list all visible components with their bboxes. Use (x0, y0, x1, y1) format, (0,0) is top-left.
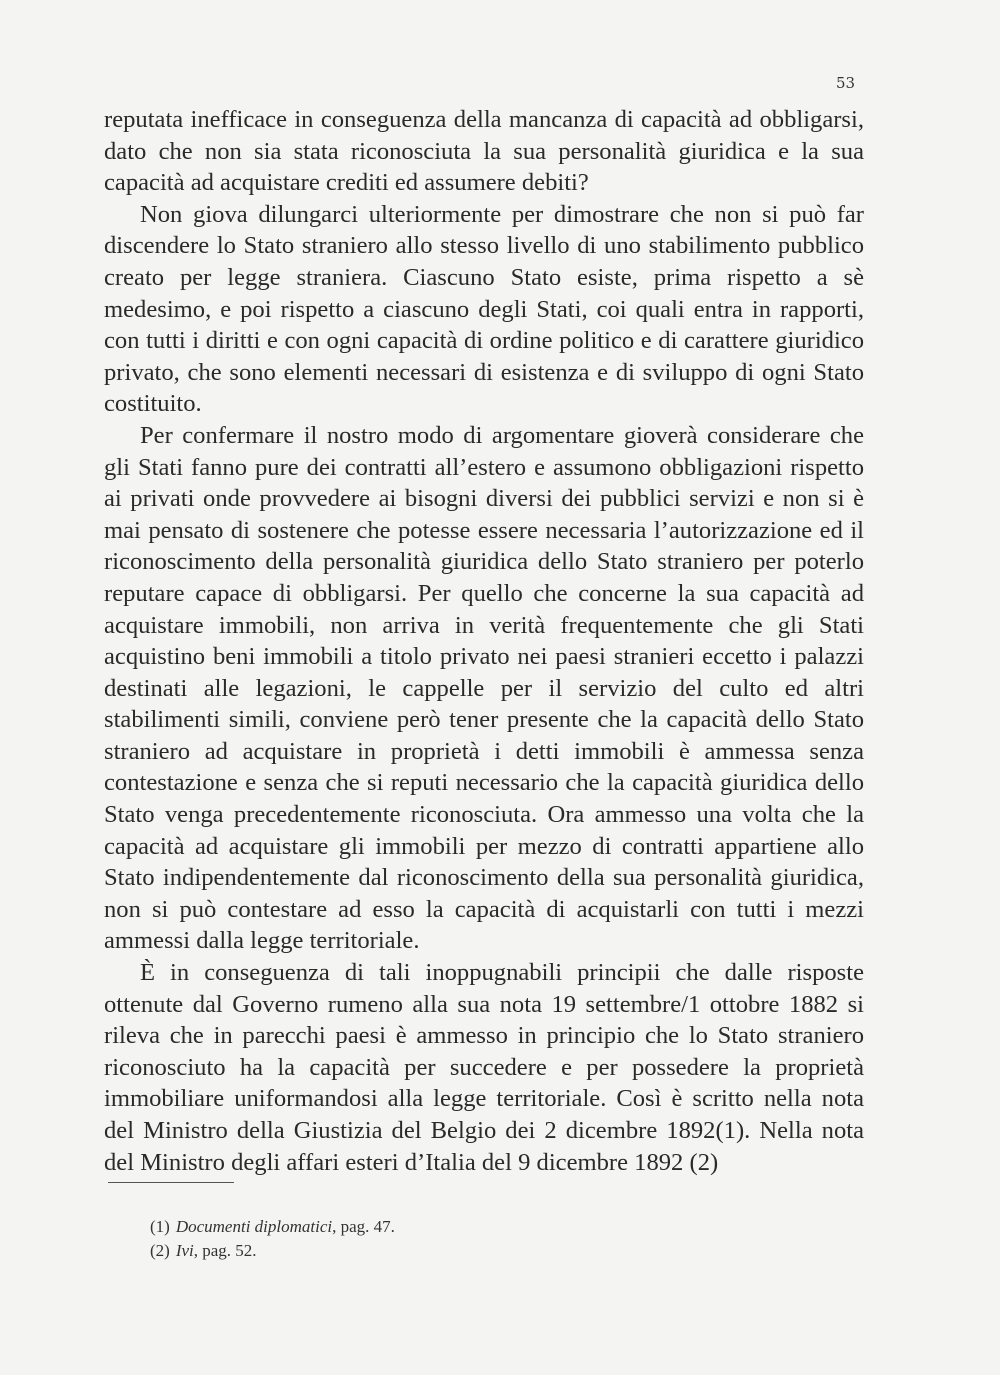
footnote-label: (1) (150, 1217, 170, 1236)
footnotes (150, 1215, 750, 1263)
page-number: 53 (836, 74, 856, 92)
footnote-title: Ivi (175, 1241, 194, 1260)
paragraph-4: È in conseguenza di tali inoppugnabili principii che dalle risposte ottenute dal Governo rumeno alla sua nota 19 settembre/1 ottobre 1882 si rileva che in parecchi paesi è ammesso in principio che lo Stato straniero riconosciuto ha la capacità per succedere e per possedere la proprietà immobiliare uniformandosi alla legge territoriale. Così è scritto nella nota del Ministro della Giustizia del Belgio dei 2 dicembre 1892(1). Nella nota del Ministro degli affari esteri d’Italia del 9 dicembre 1892 (2) (104, 959, 864, 1176)
paragraph-3: Per confermare il nostro modo di argomentare gioverà considerare che gli Stati fanno pure dei contratti all’estero e assumono obbligazioni rispetto ai privati onde provvedere ai bisogni diversi dei pubblici servizi e non si è mai pensato di sostenere che potesse essere necessaria l’autorizzazione ed il riconoscimento della personalità giuridica dello Stato straniero per poterlo reputare capace di obbligarsi. Per quello che concerne la sua capacità ad acquistare immobili, non arriva in verità frequentemente che gli Stati acquistino beni immobili a titolo privato nei paesi stranieri eccetto i palazzi destinati alle legazioni, le cappelle per il servizio del culto ed altri stabilimenti simili, conviene però tener presente che la capacità dello Stato straniero ad acquistare in proprietà i detti immobili è ammessa senza contestazione e senza che si reputi necessario che la capacità giuridica dello Stato venga precedentemente riconosciuta. Ora ammesso una volta che la capacità ad acquistare gli immobili per mezzo di contratti appartiene allo Stato indipendentemente dal riconoscimento della sua personalità giuridica, non si può contestare ad esso la capacità di acquistarli con tutti i mezzi ammessi dalla legge territoriale. (104, 421, 864, 955)
footnote-1 (150, 1215, 750, 1239)
paragraph-2: Non giova dilungarci ulteriormente per dimostrare che non si può far discendere lo Stato straniero allo stesso livello di uno stabilimento pubblico creato per legge straniera. Ciascuno Stato esiste, prima rispetto a sè medesimo, e poi rispetto a ciascuno degli Stati, coi quali entra in rapporti, con tutti i diritti e con ogni capacità di ordine politico e di carattere giuridico privato, che sono elementi necessari di esistenza e di sviluppo di ogni Stato costituito. (104, 200, 864, 418)
footnote-text: , pag. 47. (332, 1217, 395, 1236)
paragraph-1: reputata inefficace in conseguenza della mancanza di capacità ad obbligarsi, dato che non sia stata riconosciuta la sua personalità giuridica e la sua capacità ad acquistare crediti ed assumere debiti? (104, 106, 864, 197)
body-text (104, 104, 864, 1178)
footnote-title: Documenti diplomatici (175, 1217, 333, 1236)
footnote-text: , pag. 52. (193, 1241, 257, 1260)
footnote-divider (108, 1182, 234, 1183)
footnote-label: (2) (150, 1241, 170, 1260)
footnote-2 (150, 1239, 750, 1263)
